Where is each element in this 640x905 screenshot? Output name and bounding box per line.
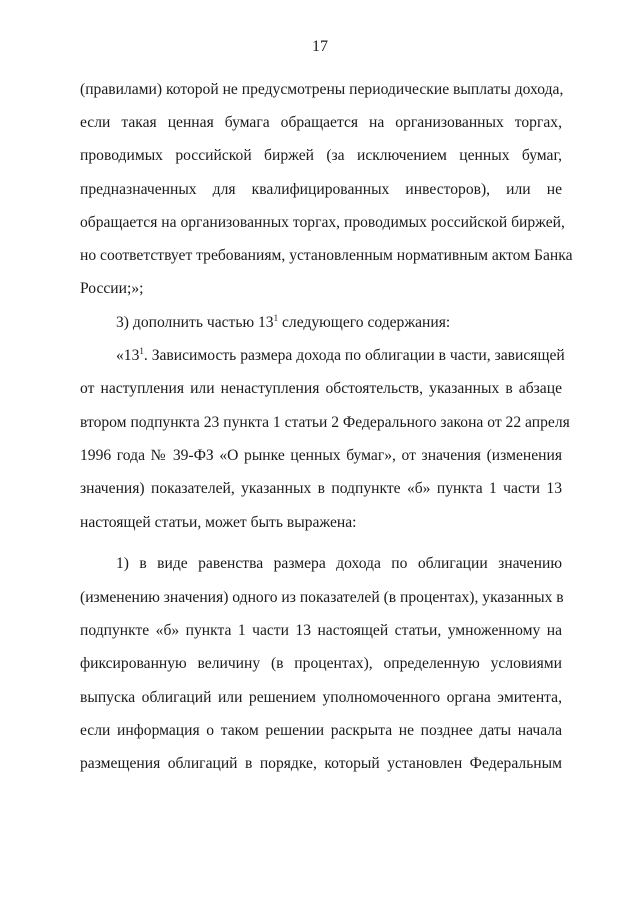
text-line: проводимых российской биржей (за исключением ценных бумаг, [80, 147, 562, 164]
text-segment: 3) дополнить частью 13 [116, 314, 274, 331]
text-line: подпункте «б» пункта 1 части 13 настоящей статьи, умноженному на [80, 622, 562, 639]
text-line: России;»; [80, 280, 144, 297]
text-line: фиксированную величину (в процентах), определенную условиями [80, 655, 562, 672]
superscript: 1 [139, 346, 144, 356]
text-line: втором подпункта 23 пункта 1 статьи 2 Федерального закона от 22 апреля [80, 414, 570, 431]
list-item-heading [116, 313, 562, 333]
superscript: 1 [273, 313, 279, 323]
paragraph-start [116, 346, 565, 366]
text-line: если такая ценная бумага обращается на организованных торгах, [80, 114, 562, 131]
text-line: значения) показателей, указанных в подпункте «б» пункта 1 части 13 [80, 480, 562, 497]
text-line: 1) в виде равенства размера дохода по облигации значению [116, 555, 562, 572]
text-line: (правилами) которой не предусмотрены периодические выплаты дохода, [80, 81, 564, 98]
text-line: обращается на организованных торгах, проводимых российской биржей, [80, 214, 565, 231]
text-segment: следующего содержания: [278, 314, 451, 331]
text-line: (изменению значения) одного из показателей (в процентах), указанных в [80, 589, 564, 606]
text-segment: . Зависимость размера дохода по облигации в части, зависящей [143, 347, 565, 364]
text-line: от наступления или ненаступления обстоятельств, указанных в абзаце [80, 380, 562, 397]
text-line: предназначенных для квалифицированных инвесторов), или не [80, 181, 562, 198]
text-line: выпуска облигаций или решением уполномоченного органа эмитента, [80, 689, 562, 706]
page-number: 17 [312, 38, 328, 55]
text-line: 1996 года № 39-ФЗ «О рынке ценных бумаг», от значения (изменения [80, 447, 562, 464]
text-line: настоящей статьи, может быть выражена: [80, 514, 357, 531]
text-line: размещения облигаций в порядке, который установлен Федеральным [80, 755, 562, 772]
text-line: если информация о таком решении раскрыта не позднее даты начала [80, 722, 562, 739]
text-segment: «13 [116, 347, 140, 364]
text-line: но соответствует требованиям, установленным нормативным актом Банка [80, 247, 573, 264]
